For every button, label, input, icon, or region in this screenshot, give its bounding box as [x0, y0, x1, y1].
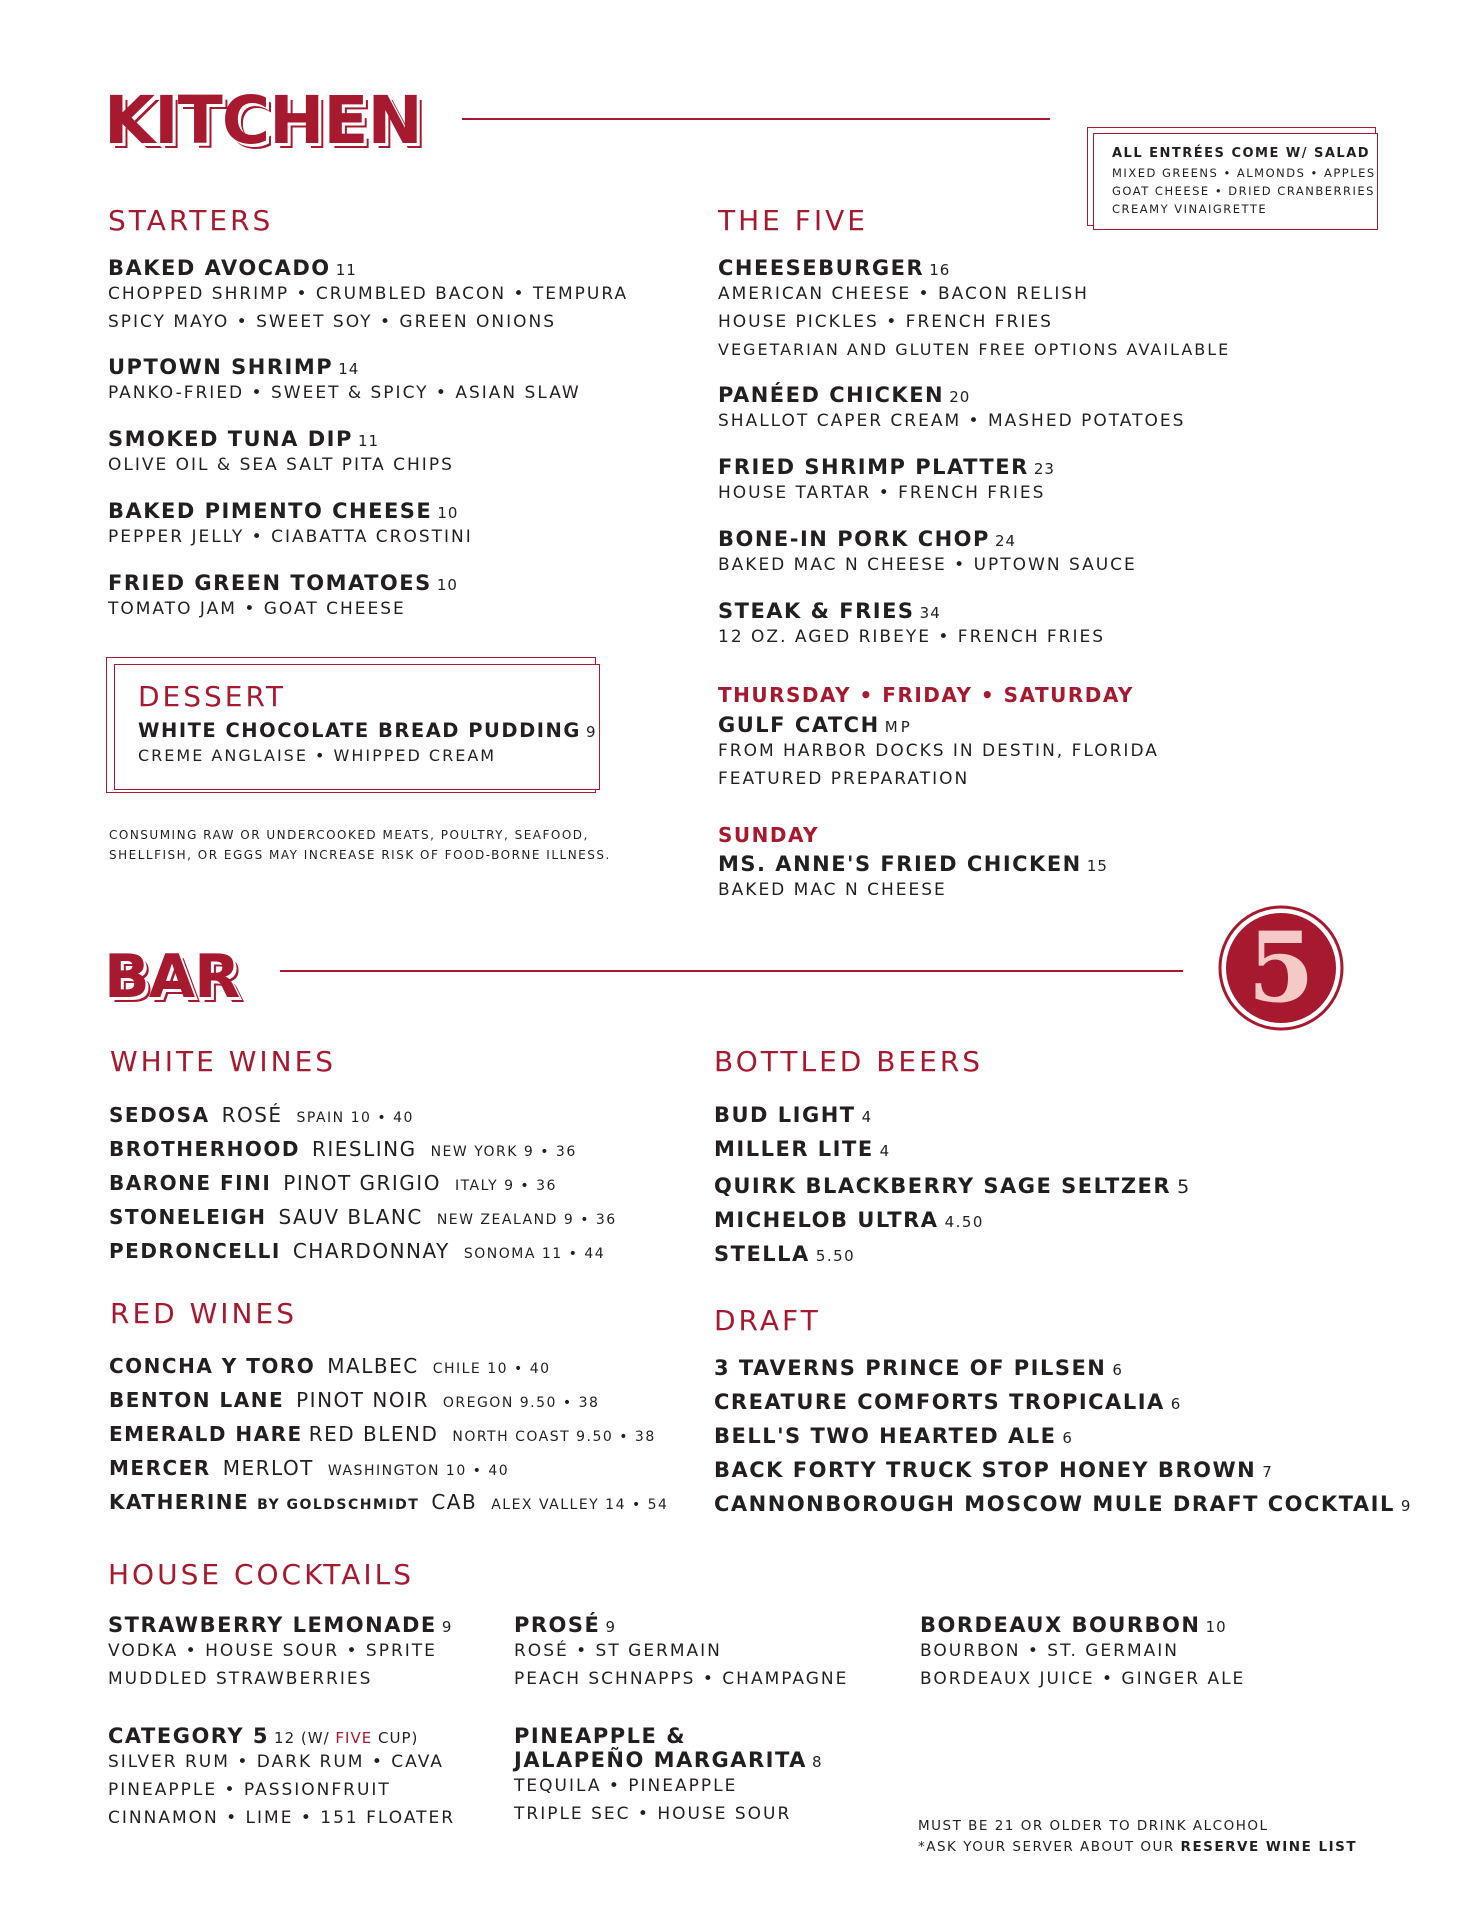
wine-producer: STONELEIGH — [109, 1205, 267, 1229]
beer-row — [714, 1492, 1412, 1516]
beer-row — [714, 1390, 1182, 1414]
item-price: 23 — [1033, 460, 1055, 478]
kitchen-title: KITCHEN — [104, 82, 422, 159]
beer-name: CREATURE COMFORTS TROPICALIA — [714, 1390, 1165, 1414]
beer-price: 4.50 — [944, 1213, 984, 1231]
item-desc: SILVER RUM • DARK RUM • CAVA — [108, 1752, 444, 1772]
reserve-notice: *ASK YOUR SERVER ABOUT OUR — [918, 1839, 1181, 1855]
wine-row — [109, 1354, 551, 1378]
wine-row — [109, 1171, 557, 1195]
red-wines-heading: RED WINES — [110, 1297, 297, 1330]
item-name: CHEESEBURGER — [718, 256, 925, 280]
wine-varietal: RED BLEND — [308, 1422, 439, 1446]
age-notice: MUST BE 21 OR OLDER TO DRINK ALCOHOL — [918, 1818, 1269, 1834]
food-warning — [109, 825, 611, 865]
bar-divider — [280, 970, 1183, 972]
item-price: 9 — [585, 723, 597, 741]
beer-row — [714, 1424, 1073, 1448]
salad-note-line: MIXED GREENS • ALMONDS • APPLES — [1112, 166, 1376, 180]
beer-name: BELL'S TWO HEARTED ALE — [714, 1424, 1057, 1448]
beer-name: BACK FORTY TRUCK STOP HONEY BROWN — [714, 1458, 1257, 1482]
item-price: 10 — [437, 504, 459, 522]
wine-detail: ITALY 9 • 36 — [454, 1178, 557, 1194]
item-price: MP — [884, 718, 913, 736]
item-desc: PANKO-FRIED • SWEET & SPICY • ASIAN SLAW — [108, 383, 581, 403]
menu-item — [718, 256, 1230, 364]
cocktail-item — [514, 1613, 848, 1693]
item-desc: HOUSE PICKLES • FRENCH FRIES — [718, 312, 1053, 332]
item-name: BORDEAUX BOURBON — [920, 1613, 1201, 1637]
menu-item — [108, 571, 458, 623]
beer-price: 6 — [1062, 1429, 1074, 1447]
item-desc: BAKED MAC N CHEESE • UPTOWN SAUCE — [718, 555, 1137, 575]
menu-item — [718, 383, 1185, 435]
reserve-wine-list: RESERVE WINE LIST — [1180, 1839, 1358, 1855]
item-desc: SPICY MAYO • SWEET SOY • GREEN ONIONS — [108, 312, 556, 332]
salad-note-line: GOAT CHEESE • DRIED CRANBERRIES — [1112, 184, 1375, 198]
item-desc: BORDEAUX JUICE • GINGER ALE — [920, 1669, 1246, 1689]
salad-note-box — [1093, 133, 1378, 230]
item-desc: ROSÉ • ST GERMAIN — [514, 1641, 722, 1661]
wine-producer: PEDRONCELLI — [109, 1239, 281, 1263]
wine-producer: BARONE FINI — [109, 1171, 272, 1195]
wine-detail: WASHINGTON 10 • 40 — [327, 1463, 510, 1479]
cocktail-item — [920, 1613, 1245, 1693]
beer-price: 4 — [861, 1108, 873, 1126]
item-price: 9 — [441, 1618, 453, 1636]
item-price: 8 — [812, 1753, 823, 1771]
sunday-heading: SUNDAY — [718, 823, 820, 847]
wine-row — [109, 1239, 605, 1263]
beer-row — [714, 1458, 1273, 1482]
item-desc: VODKA • HOUSE SOUR • SPRITE — [108, 1641, 437, 1661]
item-name: FRIED GREEN TOMATOES — [108, 571, 432, 595]
wine-row — [109, 1490, 668, 1514]
item-desc: TRIPLE SEC • HOUSE SOUR — [514, 1804, 792, 1824]
item-desc: VEGETARIAN AND GLUTEN FREE OPTIONS AVAILABLE — [718, 340, 1231, 359]
wine-producer: CONCHA Y TORO — [109, 1354, 316, 1378]
wine-producer: BENTON LANE — [109, 1388, 285, 1412]
item-name: PANÉED CHICKEN — [718, 383, 945, 407]
wine-varietal: RIESLING — [311, 1137, 417, 1161]
item-price: 34 — [919, 604, 941, 622]
item-name: UPTOWN SHRIMP — [108, 355, 334, 379]
item-name: STEAK & FRIES — [718, 599, 915, 623]
item-price: 16 — [929, 261, 951, 279]
item-price: 12 (W/ — [274, 1729, 336, 1747]
wine-varietal: ROSÉ — [221, 1103, 283, 1127]
wine-row — [109, 1103, 414, 1127]
beer-name: QUIRK BLACKBERRY SAGE SELTZER — [714, 1174, 1172, 1198]
draft-heading: DRAFT — [714, 1304, 821, 1337]
beer-name: BUD LIGHT — [714, 1103, 856, 1127]
wine-detail: OREGON 9.50 • 38 — [442, 1395, 600, 1411]
item-price-suffix: CUP) — [372, 1729, 419, 1747]
the-five-heading: THE FIVE — [718, 204, 868, 237]
wine-varietal: PINOT NOIR — [296, 1388, 429, 1412]
wine-varietal: SAUV BLANC — [278, 1205, 423, 1229]
item-desc: TOMATO JAM • GOAT CHEESE — [108, 599, 406, 619]
item-price: 11 — [357, 432, 380, 450]
wine-row — [109, 1388, 599, 1412]
wine-detail: NEW YORK 9 • 36 — [430, 1144, 577, 1160]
menu-item — [718, 713, 1159, 793]
item-name: JALAPEÑO MARGARITA — [514, 1748, 807, 1772]
menu-item — [138, 719, 597, 770]
bottled-beers-heading: BOTTLED BEERS — [714, 1045, 984, 1078]
item-desc: FROM HARBOR DOCKS IN DESTIN, FLORIDA — [718, 741, 1159, 761]
beer-price: 7 — [1262, 1463, 1274, 1481]
beer-row — [714, 1103, 873, 1127]
item-name: BAKED AVOCADO — [108, 256, 331, 280]
beer-price: 4 — [879, 1142, 891, 1160]
item-desc: PEACH SCHNAPPS • CHAMPAGNE — [514, 1669, 849, 1689]
menu-item — [108, 355, 581, 407]
dessert-heading: DESSERT — [138, 680, 287, 713]
item-desc: PEPPER JELLY • CIABATTA CROSTINI — [108, 527, 473, 547]
wine-producer-by: BY GOLDSCHMIDT — [257, 1497, 420, 1513]
item-price: 10 — [436, 576, 458, 594]
item-name: BAKED PIMENTO CHEESE — [108, 499, 433, 523]
starters-heading: STARTERS — [108, 204, 274, 237]
wine-producer: EMERALD HARE — [109, 1422, 303, 1446]
beer-row — [714, 1242, 855, 1266]
wine-varietal: CAB — [431, 1490, 478, 1514]
wine-producer: BROTHERHOOD — [109, 1137, 300, 1161]
item-price: 20 — [949, 388, 971, 406]
white-wines-heading: WHITE WINES — [110, 1045, 337, 1078]
wine-varietal: CHARDONNAY — [292, 1239, 450, 1263]
wine-detail: SPAIN 10 • 40 — [296, 1110, 414, 1126]
item-price: 14 — [338, 360, 360, 378]
wine-varietal: MALBEC — [327, 1354, 419, 1378]
item-desc: SHALLOT CAPER CREAM • MASHED POTATOES — [718, 411, 1186, 431]
item-desc: CINNAMON • LIME • 151 FLOATER — [108, 1808, 456, 1828]
item-desc: CHOPPED SHRIMP • CRUMBLED BACON • TEMPURA — [108, 284, 629, 304]
beer-name: CANNONBOROUGH MOSCOW MULE DRAFT COCKTAIL — [714, 1492, 1395, 1516]
bar-title: BAR — [104, 942, 240, 1012]
item-desc: HOUSE TARTAR • FRENCH FRIES — [718, 483, 1046, 503]
wine-varietal: PINOT GRIGIO — [283, 1171, 441, 1195]
item-desc: BOURBON • ST. GERMAIN — [920, 1641, 1180, 1661]
beer-name: MILLER LITE — [714, 1137, 874, 1161]
house-cocktails-heading: HOUSE COCKTAILS — [108, 1558, 414, 1591]
wine-producer: SEDOSA — [109, 1103, 210, 1127]
beer-price: 6 — [1112, 1361, 1124, 1379]
wine-detail: NEW ZEALAND 9 • 36 — [436, 1212, 617, 1228]
beer-price: 9 — [1400, 1497, 1412, 1515]
item-name: MS. ANNE'S FRIED CHICKEN — [718, 852, 1082, 876]
menu-item — [718, 599, 1105, 651]
item-name: SMOKED TUNA DIP — [108, 427, 353, 451]
beer-name: STELLA — [714, 1242, 810, 1266]
five-cup-label: FIVE — [335, 1729, 373, 1747]
item-name: WHITE CHOCOLATE BREAD PUDDING — [138, 719, 581, 742]
cocktail-item — [514, 1724, 823, 1828]
salad-note-heading: ALL ENTRÉES COME W/ SALAD — [1112, 146, 1371, 161]
item-price: 10 — [1205, 1618, 1227, 1636]
wine-detail: NORTH COAST 9.50 • 38 — [452, 1429, 656, 1445]
cocktail-item — [108, 1724, 455, 1832]
beer-price: 5.50 — [815, 1247, 856, 1265]
wine-producer: KATHERINE — [109, 1490, 250, 1514]
beer-row — [714, 1356, 1123, 1380]
beer-name: 3 TAVERNS PRINCE OF PILSEN — [714, 1356, 1107, 1380]
beer-row — [714, 1208, 984, 1232]
item-desc: CREME ANGLAISE • WHIPPED CREAM — [138, 746, 497, 765]
beer-price: 6 — [1170, 1395, 1182, 1413]
wine-varietal: MERLOT — [222, 1456, 314, 1480]
item-name: GULF CATCH — [718, 713, 880, 737]
beer-name: MICHELOB ULTRA — [714, 1208, 939, 1232]
salad-note-line: CREAMY VINAIGRETTE — [1112, 202, 1268, 216]
wine-row — [109, 1456, 509, 1480]
item-price: 15 — [1086, 857, 1108, 875]
wine-detail: SONOMA 11 • 44 — [463, 1246, 606, 1262]
wine-row — [109, 1137, 577, 1161]
item-price: 24 — [995, 532, 1017, 550]
menu-item — [718, 527, 1137, 579]
warning-line: SHELLFISH, OR EGGS MAY INCREASE RISK OF FOOD-BORNE ILLNESS. — [109, 848, 611, 862]
kitchen-divider — [462, 118, 1050, 120]
wine-row — [109, 1205, 617, 1229]
item-desc: 12 OZ. AGED RIBEYE • FRENCH FRIES — [718, 627, 1106, 647]
beer-row — [714, 1174, 1191, 1198]
wine-producer: MERCER — [109, 1456, 211, 1480]
item-price: 11 — [335, 261, 357, 279]
item-name: STRAWBERRY LEMONADE — [108, 1613, 437, 1637]
item-name: FRIED SHRIMP PLATTER — [718, 455, 1029, 479]
item-desc: PINEAPPLE • PASSIONFRUIT — [108, 1780, 391, 1800]
bar-footer — [918, 1816, 1357, 1858]
item-desc: TEQUILA • PINEAPPLE — [514, 1776, 738, 1796]
menu-item — [108, 499, 473, 551]
cocktail-item — [108, 1613, 452, 1693]
five-logo — [1218, 905, 1344, 1031]
item-desc: FEATURED PREPARATION — [718, 769, 970, 789]
beer-row — [714, 1137, 891, 1161]
logo-numeral: 5 — [1247, 911, 1315, 1024]
menu-item — [108, 427, 454, 479]
menu-item — [718, 455, 1055, 507]
wine-detail: ALEX VALLEY 14 • 54 — [491, 1497, 669, 1513]
item-desc: OLIVE OIL & SEA SALT PITA CHIPS — [108, 455, 454, 475]
wine-detail: CHILE 10 • 40 — [432, 1361, 551, 1377]
item-name: PROSÉ — [514, 1613, 601, 1637]
item-desc: BAKED MAC N CHEESE — [718, 880, 947, 900]
wine-row — [109, 1422, 656, 1446]
item-name: BONE-IN PORK CHOP — [718, 527, 990, 551]
menu-item — [108, 256, 628, 336]
item-name: PINEAPPLE & — [514, 1724, 687, 1748]
item-price: 9 — [605, 1618, 617, 1636]
item-name: CATEGORY 5 — [108, 1724, 269, 1748]
warning-line: CONSUMING RAW OR UNDERCOOKED MEATS, POULTRY, SEAFOOD, — [109, 828, 589, 842]
weekend-days: THURSDAY • FRIDAY • SATURDAY — [718, 683, 1134, 707]
item-desc: AMERICAN CHEESE • BACON RELISH — [718, 284, 1089, 304]
item-desc: MUDDLED STRAWBERRIES — [108, 1669, 373, 1689]
menu-item — [718, 852, 1108, 904]
beer-price: 5 — [1177, 1176, 1191, 1198]
